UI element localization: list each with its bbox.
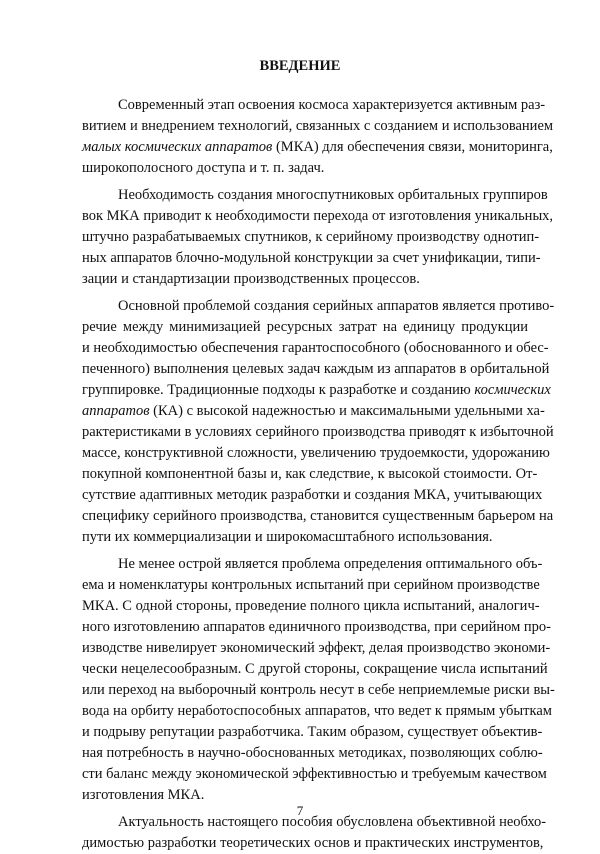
text-line bbox=[82, 596, 540, 617]
text-line bbox=[82, 638, 551, 659]
text-line bbox=[82, 701, 552, 722]
text-run: ема и номенклатуры контрольных испытаний при серийном производстве bbox=[82, 577, 540, 593]
text-line bbox=[82, 401, 545, 422]
text-run: массе, конструктивной сложности, увеличению трудоемкости, удорожанию bbox=[82, 445, 550, 461]
text-line bbox=[118, 95, 546, 116]
text-line bbox=[118, 185, 548, 206]
text-line bbox=[82, 506, 554, 527]
text-line bbox=[82, 248, 541, 269]
text-line bbox=[82, 158, 528, 179]
text-run: штучно разрабатываемых спутников, к серийному производству однотип- bbox=[82, 229, 540, 245]
text-line bbox=[82, 380, 551, 401]
text-line bbox=[82, 317, 528, 338]
text-run: чески нецелесообразным. С другой стороны, сокращение числа испытаний bbox=[82, 661, 548, 677]
page-number: 7 bbox=[296, 803, 304, 818]
text-run: димостью разработки теоретических основ и практических инструментов, bbox=[82, 835, 544, 851]
text-run: сти баланс между экономической эффективностью и требуемым качеством bbox=[82, 766, 547, 782]
text-run: речие между минимизацией ресурсных затрат на единицу продукции bbox=[82, 319, 528, 335]
text-line bbox=[118, 554, 543, 575]
text-line bbox=[82, 743, 543, 764]
text-line bbox=[82, 206, 554, 227]
text-run: печенного) выполнения целевых задач каждым из аппаратов в орбитальной bbox=[82, 361, 550, 377]
text-run: изводстве нивелирует экономический эффект, делая производство экономи- bbox=[82, 640, 551, 656]
text-line bbox=[82, 116, 554, 137]
text-line bbox=[82, 680, 555, 701]
text-run: сутствие адаптивных методик разработки и создания МКА, учитывающих bbox=[82, 487, 543, 503]
text-run: вок МКА приводит к необходимости перехода от изготовления уникальных, bbox=[82, 208, 554, 224]
text-run: ных аппаратов блочно-модульной конструкции за счет унификации, типи- bbox=[82, 250, 541, 266]
text-line bbox=[82, 137, 553, 158]
text-line bbox=[82, 422, 554, 443]
text-run: группировке. Традиционные подходы к разработке и созданию bbox=[82, 382, 475, 398]
text-run: Современный этап освоения космоса характеризуется активным раз- bbox=[118, 97, 546, 113]
text-run: витием и внедрением технологий, связанных с созданием и использованием bbox=[82, 118, 554, 134]
text-line bbox=[82, 269, 528, 290]
italic-term: космических bbox=[474, 382, 551, 398]
text-run: широкополосного доступа и т. п. задач. bbox=[82, 160, 325, 176]
text-line bbox=[82, 764, 547, 785]
text-run: специфику серийного производства, становится существенным барьером на bbox=[82, 508, 554, 524]
text-run: (МКА) для обеспечения связи, мониторинга, bbox=[272, 139, 553, 155]
text-line bbox=[82, 575, 540, 596]
italic-term: аппаратов bbox=[82, 403, 150, 419]
text-run: пути их коммерциализации и широкомасштабного использования. bbox=[82, 529, 493, 545]
text-run: ная потребность в научно-обоснованных методиках, позволяющих соблю- bbox=[82, 745, 543, 761]
text-run: изготовления МКА. bbox=[82, 787, 205, 803]
text-run: МКА. С одной стороны, проведение полного цикла испытаний, аналогич- bbox=[82, 598, 540, 614]
text-run: или переход на выборочный контроль несут в себе неприемлемые риски вы- bbox=[82, 682, 555, 698]
text-run: и необходимостью обеспечения гарантоспособного (обоснованного и обес- bbox=[82, 340, 549, 356]
text-line bbox=[82, 443, 550, 464]
text-run: Актуальность настоящего пособия обусловлена объективной необхо- bbox=[118, 814, 547, 830]
text-run: покупной компонентной базы и, как следствие, к высокой стоимости. От- bbox=[82, 466, 538, 482]
text-run: Основной проблемой создания серийных аппаратов является противо- bbox=[118, 298, 555, 314]
text-run: зации и стандартизации производственных процессов. bbox=[82, 271, 420, 287]
text-line bbox=[82, 485, 543, 506]
page-title: ВВЕДЕНИЕ bbox=[259, 58, 341, 74]
text-line bbox=[82, 527, 528, 548]
text-run: рактеристиками в условиях серийного производства приводят к избыточной bbox=[82, 424, 554, 440]
text-run: ного изготовлению аппаратов единичного производства, при серийном про- bbox=[82, 619, 551, 635]
text-run: (КА) с высокой надежностью и максимальными удельными ха- bbox=[149, 403, 545, 419]
text-line bbox=[82, 833, 544, 854]
text-line bbox=[118, 296, 555, 317]
text-run: Не менее острой является проблема определения оптимального объ- bbox=[118, 556, 543, 572]
text-run: и подрыву репутации разработчика. Таким образом, существует объектив- bbox=[82, 724, 543, 740]
text-line bbox=[82, 227, 540, 248]
text-line bbox=[82, 338, 549, 359]
text-line bbox=[82, 659, 548, 680]
text-line bbox=[82, 359, 550, 380]
text-run: вода на орбиту неработоспособных аппаратов, что ведет к прямым убыткам bbox=[82, 703, 552, 719]
text-line bbox=[82, 722, 543, 743]
text-line bbox=[82, 617, 551, 638]
text-line bbox=[82, 464, 538, 485]
text-run: Необходимость создания многоспутниковых орбитальных группиров bbox=[118, 187, 548, 203]
italic-term: малых космических аппаратов bbox=[82, 139, 273, 155]
